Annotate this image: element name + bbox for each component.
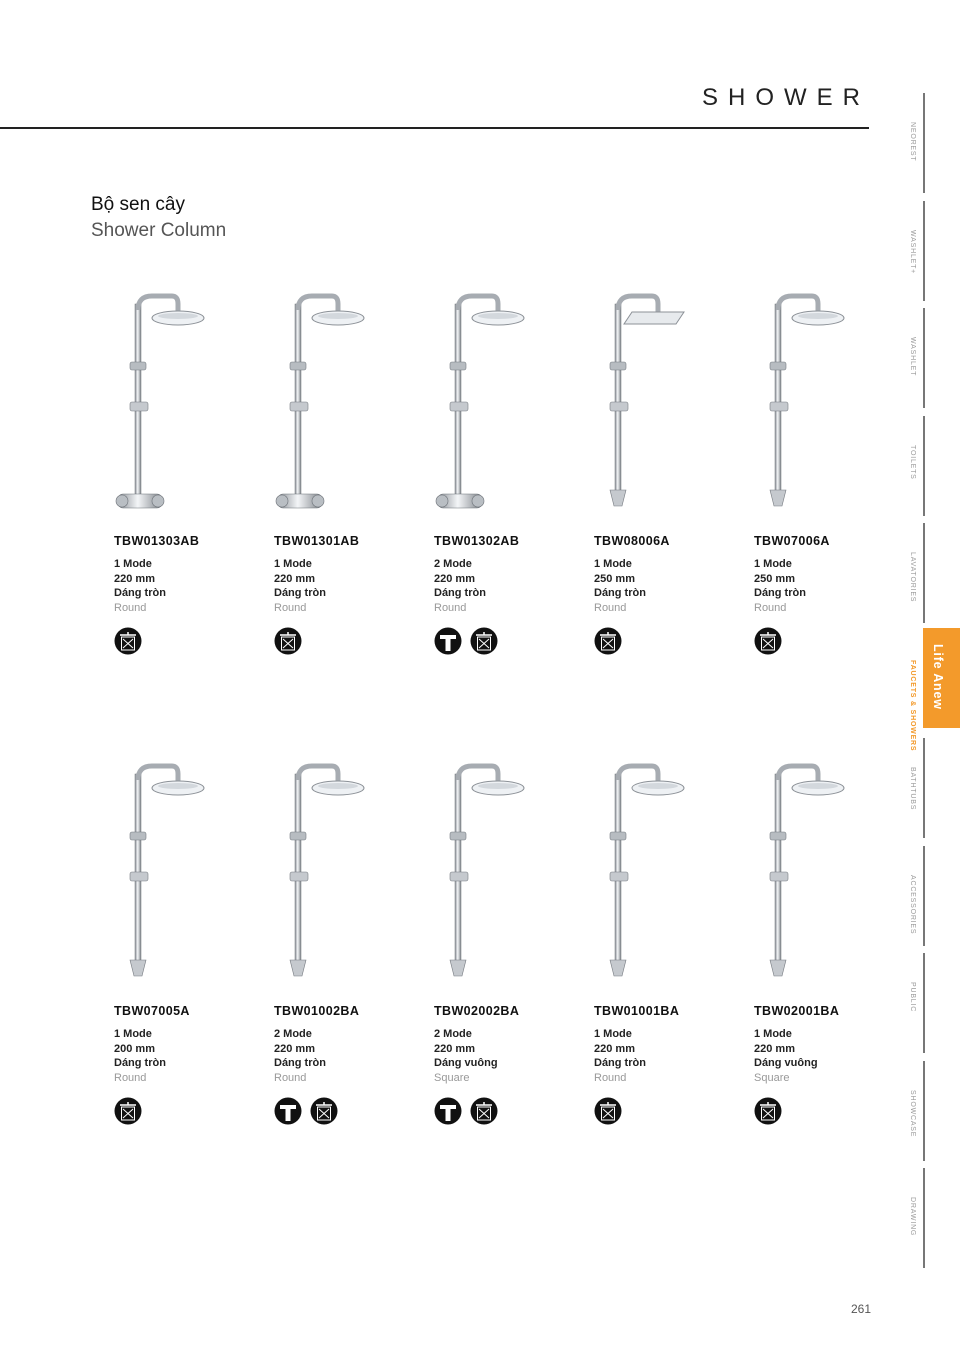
- sidebar-divider: [923, 308, 925, 408]
- product-spec-shape-en: Round: [594, 601, 627, 614]
- product-spec-shape-en: Square: [434, 1071, 470, 1084]
- product-spec-shape-en: Round: [274, 601, 307, 614]
- shower-icon: [470, 1097, 498, 1125]
- shower-column-image: [274, 760, 384, 990]
- shower-column-image: [274, 290, 384, 520]
- sidebar-divider: [923, 416, 925, 516]
- product-spec-shape-en: Round: [114, 601, 147, 614]
- sidebar-item[interactable]: [895, 843, 960, 950]
- sidebar-divider: [923, 523, 925, 623]
- shower-column-image: [754, 290, 864, 520]
- product-spec-shape-vi: Dáng tròn: [114, 1057, 166, 1069]
- product-card[interactable]: [434, 760, 584, 1130]
- shower-icon: [310, 1097, 338, 1125]
- sidebar-item-label: BATHTUBS: [909, 767, 916, 811]
- sidebar-item-label: WASHLET+: [909, 229, 916, 274]
- product-code: TBW01301AB: [274, 534, 360, 548]
- product-spec-shape-vi: Dáng tròn: [594, 587, 646, 599]
- product-spec-size: 220 mm: [434, 1042, 475, 1055]
- sidebar-item-label: DRAWING: [909, 1197, 916, 1237]
- sidebar-divider: [923, 738, 925, 838]
- chapter-tab-label: Life Anew: [931, 644, 945, 710]
- shower-column-image: [434, 760, 544, 990]
- shower-icon: [754, 627, 782, 655]
- sidebar-item[interactable]: [895, 735, 960, 842]
- sidebar-item[interactable]: [895, 305, 960, 412]
- product-card[interactable]: [754, 760, 904, 1130]
- shower-icon: [754, 1097, 782, 1125]
- product-spec-shape-vi: Dáng tròn: [594, 1057, 646, 1069]
- shower-icon: [594, 1097, 622, 1125]
- shower-column-image: [434, 290, 544, 520]
- shower-icon: [114, 1097, 142, 1125]
- sidebar-item-label: TOILETS: [909, 444, 916, 480]
- sidebar-divider: [923, 953, 925, 1053]
- product-spec-shape-vi: Dáng vuông: [434, 1057, 498, 1069]
- shower-icon: [470, 627, 498, 655]
- shower-column-image: [754, 760, 864, 990]
- section-subtitle: Shower Column: [91, 220, 227, 241]
- product-spec-shape-vi: Dáng tròn: [754, 587, 806, 599]
- tub-spout-icon: [434, 1097, 462, 1125]
- product-spec-shape-en: Round: [274, 1071, 307, 1084]
- shower-column-image: [114, 760, 224, 990]
- tub-spout-icon: [434, 627, 462, 655]
- product-code: TBW02001BA: [754, 1004, 840, 1018]
- sidebar-item[interactable]: [895, 520, 960, 627]
- sidebar-item-label: PUBLIC: [909, 982, 916, 1013]
- product-spec-shape-en: Round: [754, 601, 787, 614]
- shower-column-image: [594, 760, 704, 990]
- sidebar-item[interactable]: [895, 90, 960, 197]
- product-card[interactable]: [754, 290, 904, 660]
- product-code: TBW02002BA: [434, 1004, 520, 1018]
- product-spec-size: 220 mm: [274, 1042, 315, 1055]
- sidebar-item[interactable]: [895, 950, 960, 1057]
- product-code: TBW07006A: [754, 534, 830, 548]
- shower-icon: [274, 627, 302, 655]
- tub-spout-icon: [274, 1097, 302, 1125]
- product-card[interactable]: [434, 290, 584, 660]
- product-spec-size: 250 mm: [754, 572, 795, 585]
- product-card[interactable]: [114, 760, 264, 1130]
- sidebar-divider: [923, 201, 925, 301]
- product-code: TBW07005A: [114, 1004, 190, 1018]
- product-code: TBW08006A: [594, 534, 670, 548]
- product-spec-size: 220 mm: [594, 1042, 635, 1055]
- shower-column-image: [114, 290, 224, 520]
- product-code: TBW01302AB: [434, 534, 520, 548]
- product-spec-size: 250 mm: [594, 572, 635, 585]
- product-spec-shape-en: Round: [594, 1071, 627, 1084]
- sidebar-item[interactable]: [895, 413, 960, 520]
- product-spec-mode: 1 Mode: [114, 1028, 152, 1040]
- product-card[interactable]: [594, 760, 744, 1130]
- product-spec-mode: 2 Mode: [274, 1028, 312, 1040]
- product-card[interactable]: [274, 290, 424, 660]
- product-spec-mode: 1 Mode: [114, 558, 152, 570]
- product-code: TBW01001BA: [594, 1004, 680, 1018]
- product-code: TBW01002BA: [274, 1004, 360, 1018]
- sidebar-divider: [923, 1061, 925, 1161]
- product-spec-shape-en: Round: [434, 601, 467, 614]
- section-title: Bộ sen cây: [91, 194, 185, 215]
- sidebar-item[interactable]: [895, 1058, 960, 1165]
- product-spec-shape-vi: Dáng tròn: [274, 587, 326, 599]
- sidebar-divider: [923, 846, 925, 946]
- product-spec-size: 220 mm: [274, 572, 315, 585]
- page-number: 261: [851, 1302, 872, 1316]
- sidebar-item-label: ACCESSORIES: [909, 874, 916, 934]
- product-spec-shape-vi: Dáng tròn: [274, 1057, 326, 1069]
- product-spec-shape-vi: Dáng tròn: [114, 587, 166, 599]
- sidebar-item[interactable]: [895, 1165, 960, 1272]
- shower-icon: [594, 627, 622, 655]
- product-card[interactable]: [114, 290, 264, 660]
- sidebar-divider: [923, 1168, 925, 1268]
- page-header-title: SHOWER: [702, 84, 870, 111]
- sidebar-divider: [923, 93, 925, 193]
- product-spec-shape-vi: Dáng tròn: [434, 587, 486, 599]
- product-spec-size: 200 mm: [114, 1042, 155, 1055]
- chapter-tab[interactable]: [923, 628, 960, 728]
- product-spec-mode: 1 Mode: [754, 558, 792, 570]
- product-spec-mode: 1 Mode: [594, 1028, 632, 1040]
- sidebar-item-label: SHOWCASE: [909, 1089, 916, 1137]
- product-card[interactable]: [594, 290, 744, 660]
- header-divider: [0, 127, 869, 129]
- sidebar-item[interactable]: [895, 198, 960, 305]
- product-spec-mode: 2 Mode: [434, 558, 472, 570]
- sidebar-item-label: FAUCETS & SHOWERS: [909, 659, 916, 751]
- product-spec-size: 220 mm: [114, 572, 155, 585]
- product-spec-mode: 2 Mode: [434, 1028, 472, 1040]
- product-spec-mode: 1 Mode: [594, 558, 632, 570]
- shower-icon: [114, 627, 142, 655]
- product-card[interactable]: [274, 760, 424, 1130]
- product-spec-shape-en: Round: [114, 1071, 147, 1084]
- product-spec-shape-vi: Dáng vuông: [754, 1057, 818, 1069]
- sidebar-item-label: NEOREST: [909, 122, 916, 162]
- product-spec-size: 220 mm: [754, 1042, 795, 1055]
- sidebar-item-label: WASHLET: [909, 337, 916, 377]
- sidebar-item-label: LAVATORIES: [909, 552, 916, 603]
- product-code: TBW01303AB: [114, 534, 200, 548]
- product-spec-mode: 1 Mode: [754, 1028, 792, 1040]
- product-spec-shape-en: Square: [754, 1071, 790, 1084]
- shower-column-image: [594, 290, 704, 520]
- product-spec-mode: 1 Mode: [274, 558, 312, 570]
- product-spec-size: 220 mm: [434, 572, 475, 585]
